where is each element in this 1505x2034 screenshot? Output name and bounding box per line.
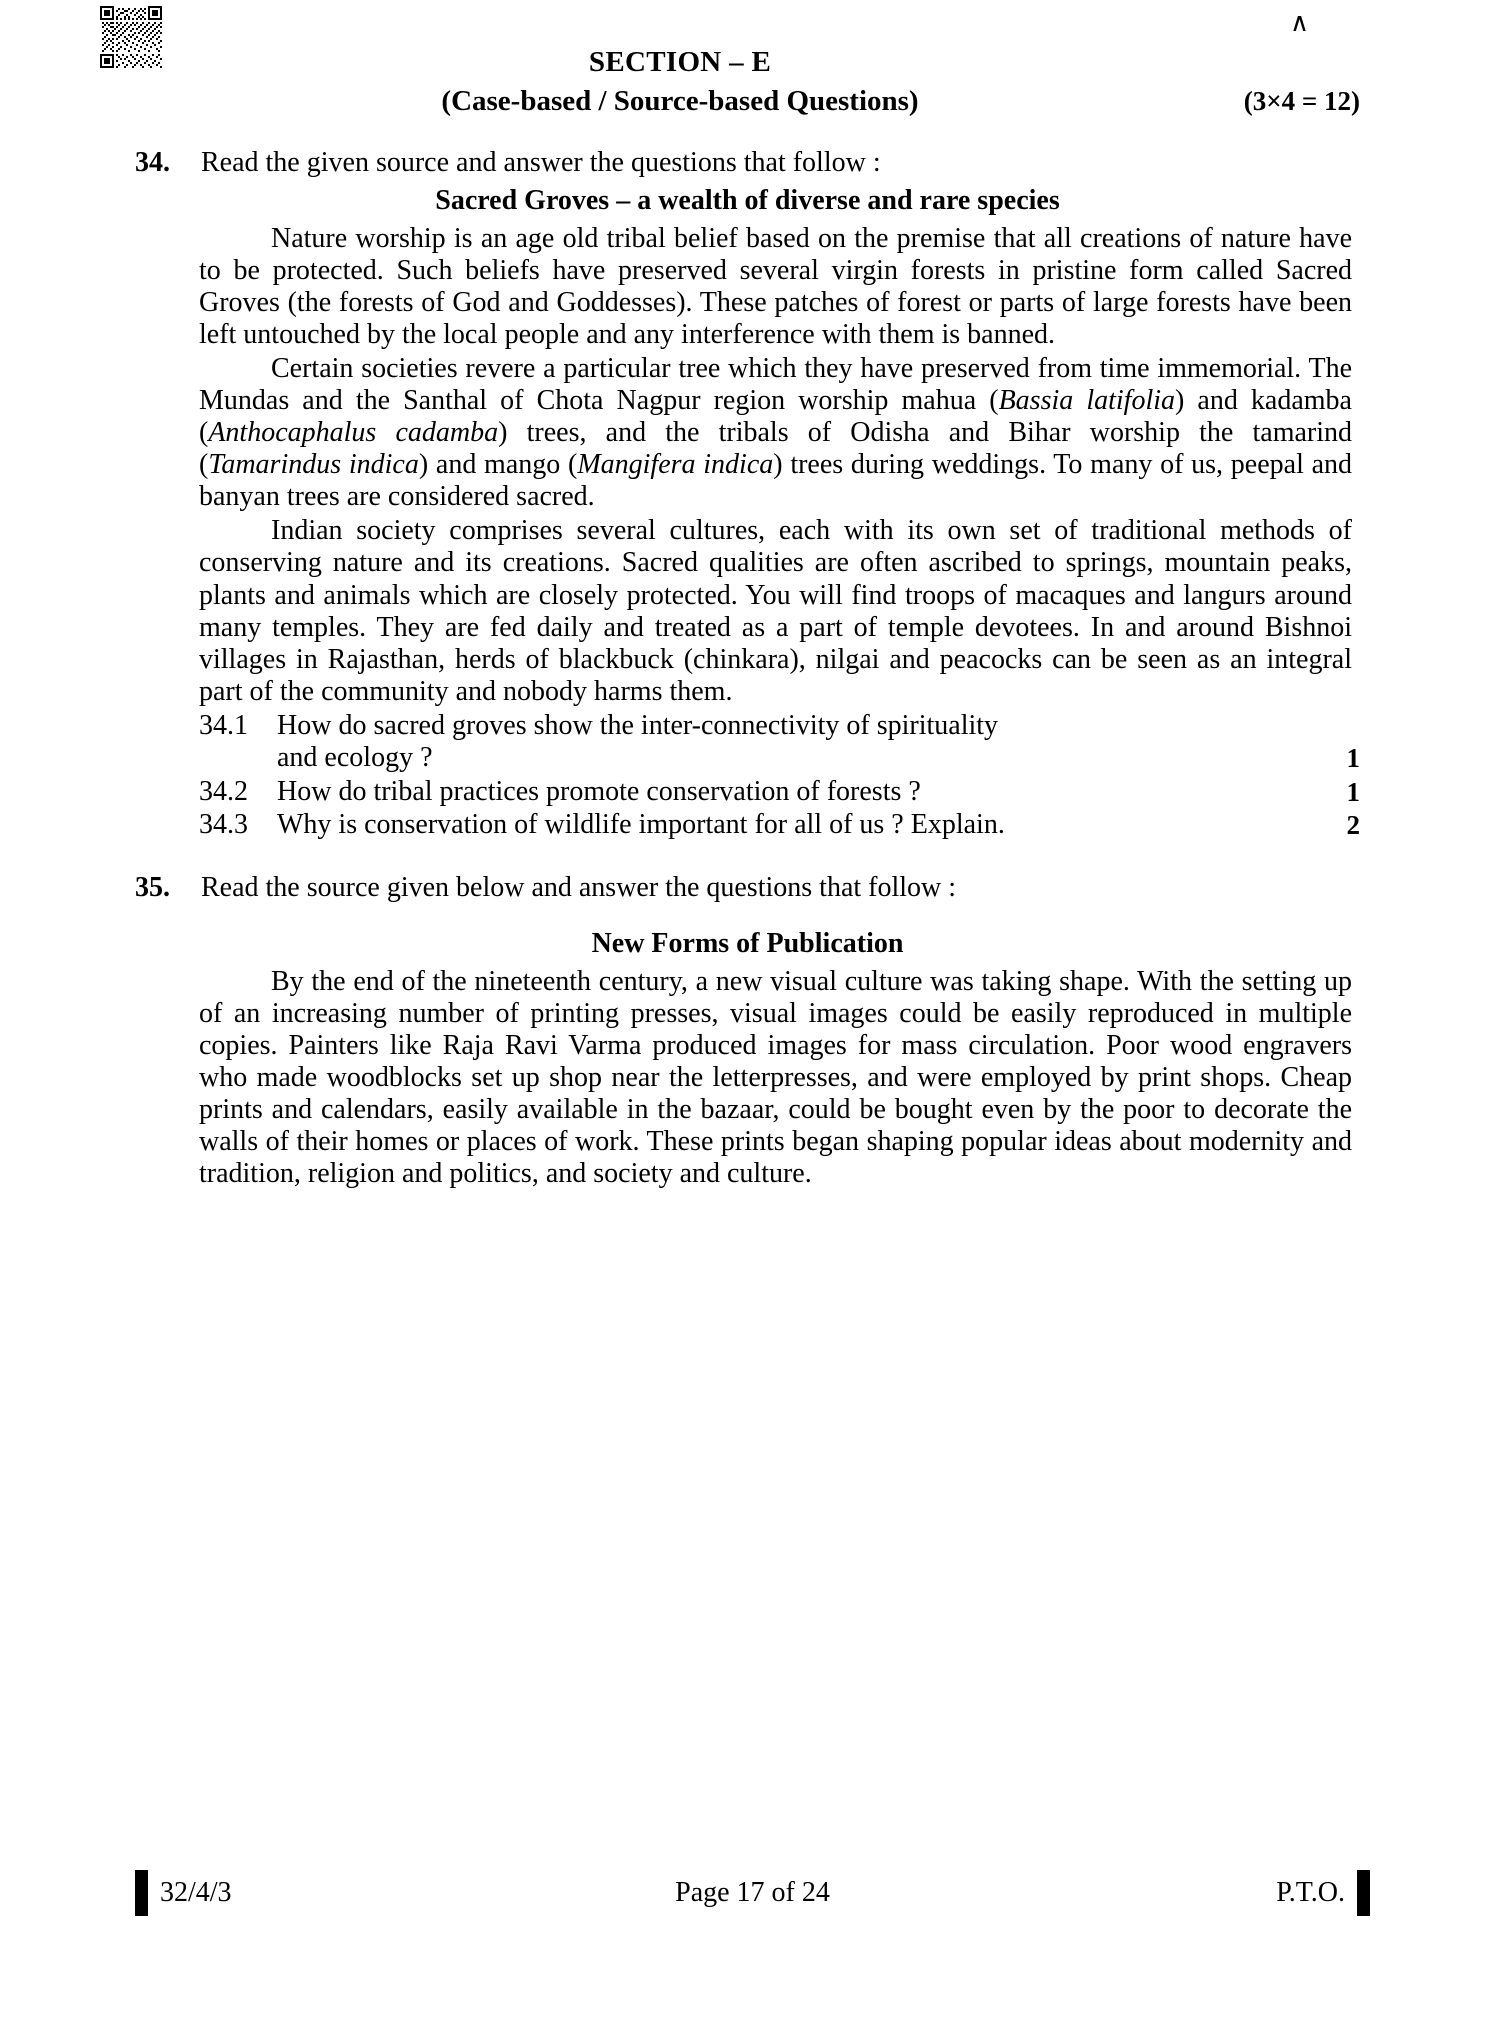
sub-question-marks: 1 — [1346, 776, 1360, 807]
sub-question-number: 34.1 — [199, 709, 248, 741]
sub-question-line: How do tribal practices promote conservation of forests ? — [277, 775, 921, 807]
page-content — [135, 46, 1360, 1194]
sub-question-line: Why is conservation of wildlife important for all of us ? Explain. — [277, 809, 1005, 841]
section-subtitle: (Case-based / Source-based Questions) — [441, 85, 919, 117]
sub-question-text — [277, 776, 1360, 808]
sub-question-34-2 — [135, 776, 1360, 808]
sub-question-text — [277, 710, 1360, 775]
chevron-up-icon: ∧ — [1289, 8, 1309, 37]
sub-question-marks: 1 — [1346, 743, 1360, 774]
section-title: SECTION – E — [588, 46, 772, 78]
question-35-block — [135, 872, 1360, 1190]
question-34-stem: Read the given source and answer the questions that follow : — [201, 147, 881, 178]
paper-code: 32/4/3 — [160, 1877, 232, 1908]
sub-question-marks: 2 — [1346, 810, 1360, 841]
question-35-paragraph: By the end of the nineteenth century, a new visual culture was taking shape. With the setting up of an increasing number of printing presses, visual images could be easily reproduced in multiple copies. Painters like Raja Ravi Varma produced images for mass circulation. Poor wood engravers who made woodblocks set up shop near the letterpresses, and were employed by print shops. Cheap prints and calendars, easily available in the bazaar, could be bought even by the poor to decorate the walls of their homes or places of work. These prints began shaping popular ideas about modernity and tradition, religion and politics, and society and culture. — [199, 965, 1352, 1189]
question-34-source-title: Sacred Groves – a wealth of diverse and rare species — [435, 185, 1060, 216]
question-35-stem: Read the source given below and answer the questions that follow : — [201, 871, 957, 903]
page-footer — [135, 1870, 1370, 1916]
sub-question-number: 34.3 — [199, 809, 248, 841]
sub-question-line: How do sacred groves show the inter-connectivity of spirituality — [277, 709, 999, 741]
question-35-header — [135, 872, 1360, 904]
question-35-number: 35. — [135, 871, 170, 903]
question-34-paragraph: Nature worship is an age old tribal belief based on the premise that all creations of nature have to be protected. Such beliefs have preserved several virgin forests in pristine form called Sacred Groves (the forests of God and Goddesses). These patches of forest or parts of large forests have been left untouched by the local people and any interference with them is banned. — [199, 223, 1352, 351]
question-35-source-title: New Forms of Publication — [591, 927, 904, 959]
sub-question-34-1 — [135, 710, 1360, 775]
question-34-number: 34. — [135, 147, 170, 178]
question-34-header — [135, 147, 1360, 179]
sub-question-34-3 — [135, 809, 1360, 841]
page-number-label: Page 17 of 24 — [675, 1877, 830, 1908]
sub-question-number: 34.2 — [199, 775, 248, 807]
question-34-block — [135, 147, 1360, 842]
subtitle-row — [135, 85, 1360, 125]
footer-left-bar-icon — [135, 1870, 148, 1916]
sub-question-line: and ecology ? — [277, 742, 433, 774]
question-34-paragraph: Indian society comprises several cultures, each with its own set of traditional methods of conserving nature and its creations. Sacred qualities are often ascribed to springs, mountain peaks, plants and animals which are closely protected. You will find troops of macaques and langurs around many temples. They are fed daily and treated as a part of temple devotees. In and around Bishnoi villages in Rajasthan, herds of blackbuck (chinkara), nilgai and peacocks can be seen as an integral part of the community and nobody harms them. — [199, 515, 1352, 707]
section-marks-note: (3×4 = 12) — [1243, 86, 1360, 116]
sub-question-text — [277, 809, 1360, 841]
footer-right-bar-icon — [1357, 1870, 1370, 1916]
pto-label: P.T.O. — [1276, 1877, 1345, 1908]
question-34-paragraph: Certain societies revere a particular tree which they have preserved from time immemorial. The Mundas and the Santhal of Chota Nagpur region worship mahua (Bassia latifolia) and kadamba (Anthocaphalus cadamba) trees, and the tribals of Odisha and Bihar worship the tamarind (Tamarindus indica) and mango (Mangifera indica) trees during weddings. To many of us, peepal and banyan trees are considered sacred. — [199, 353, 1353, 513]
